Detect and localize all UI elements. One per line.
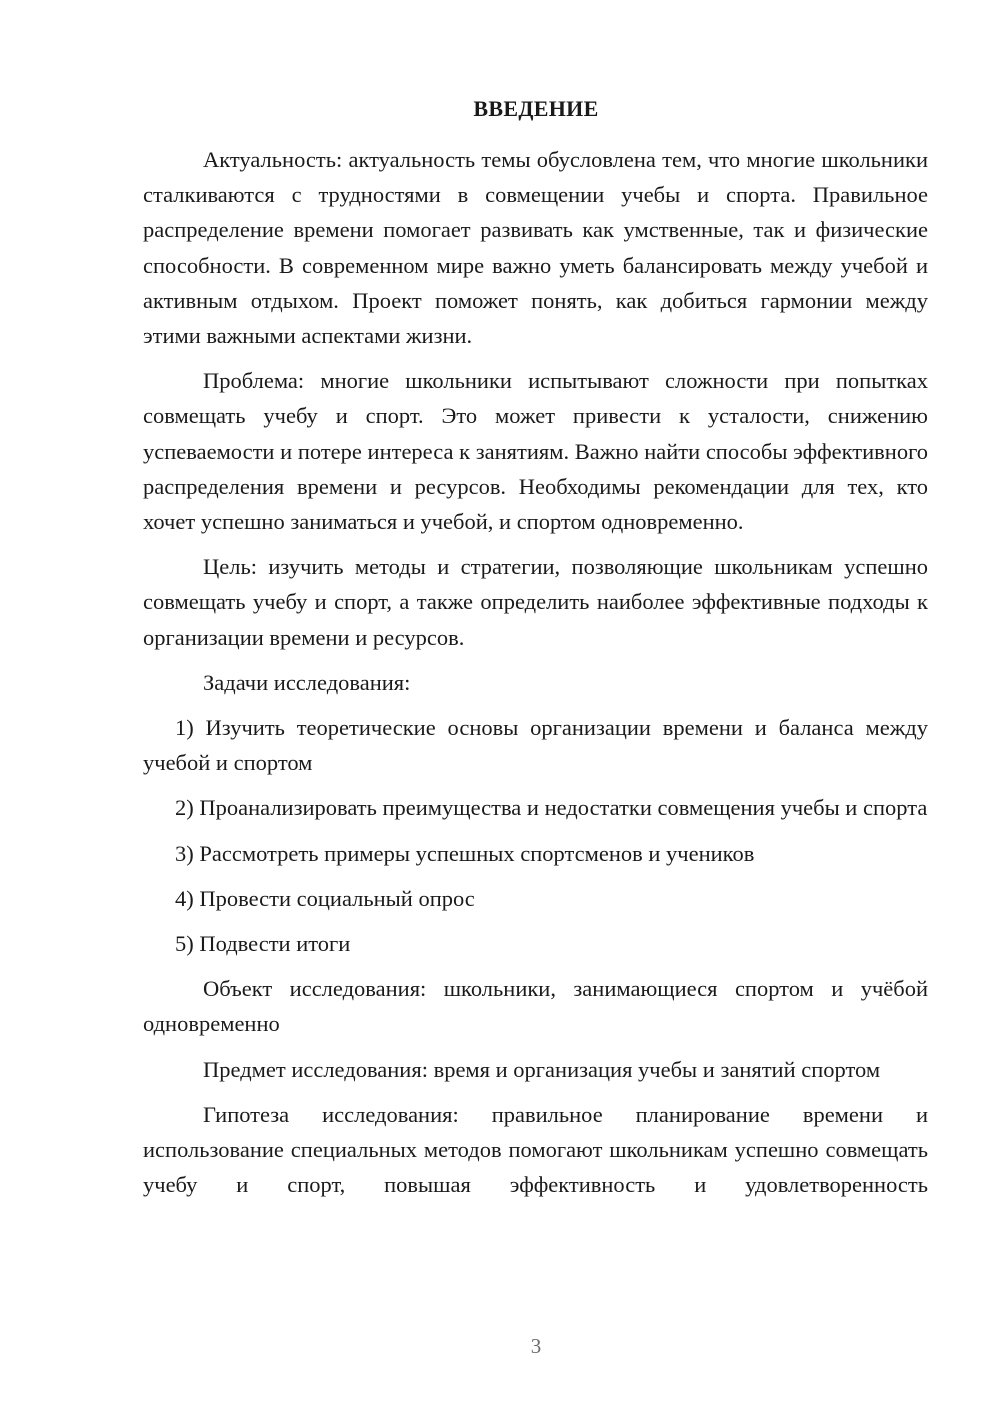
- task-item-3: 3) Рассмотреть примеры успешных спортсменов и учеников: [175, 840, 755, 866]
- task-item-2: 2) Проанализировать преимущества и недостатки совмещения учебы и спорта: [175, 795, 928, 821]
- paragraph-hypothesis: Гипотеза исследования: правильное планирование времени и использование специальных методов помогают школьникам успешно совмещать учебу и спорт, повышая эффективность и удовлетворенность: [143, 1101, 928, 1198]
- body-text: [143, 142, 928, 1202]
- task-item-1: 1) Изучить теоретические основы организации времени и баланса между учебой и спортом: [143, 715, 928, 776]
- page-title: ВВЕДЕНИЕ: [473, 96, 599, 121]
- task-item-4: 4) Провести социальный опрос: [175, 885, 475, 911]
- paragraph-goal: Цель: изучить методы и стратегии, позволяющие школьникам успешно совмещать учебу и спорт, а также определить наиболее эффективные подходы к организации времени и ресурсов.: [143, 554, 928, 650]
- tasks-title: Задачи исследования:: [203, 669, 411, 695]
- paragraph-subject: Предмет исследования: время и организация учебы и занятий спортом: [203, 1056, 881, 1082]
- paragraph-relevance: Актуальность: актуальность темы обусловлена тем, что многие школьники сталкиваются с трудностями в совмещении учебы и спорта. Правильное распределение времени помогает развивать как умственные, так и физические способности. В современном мире важно уметь балансировать между учебой и активным отдыхом. Проект поможет понять, как добиться гармонии между этими важными аспектами жизни.: [143, 147, 928, 349]
- task-item-5: 5) Подвести итоги: [175, 931, 351, 957]
- paragraph-object: Объект исследования: школьники, занимающиеся спортом и учёбой одновременно: [143, 976, 928, 1037]
- page-number: 3: [530, 1334, 542, 1358]
- paragraph-problem: Проблема: многие школьники испытывают сложности при попытках совмещать учебу и спорт. Это может привести к усталости, снижению успеваемости и потере интереса к занятиям. Важно найти способы эффективного распределения времени и ресурсов. Необходимы рекомендации для тех, кто хочет успешно заниматься и учебой, и спортом одновременно.: [143, 368, 928, 535]
